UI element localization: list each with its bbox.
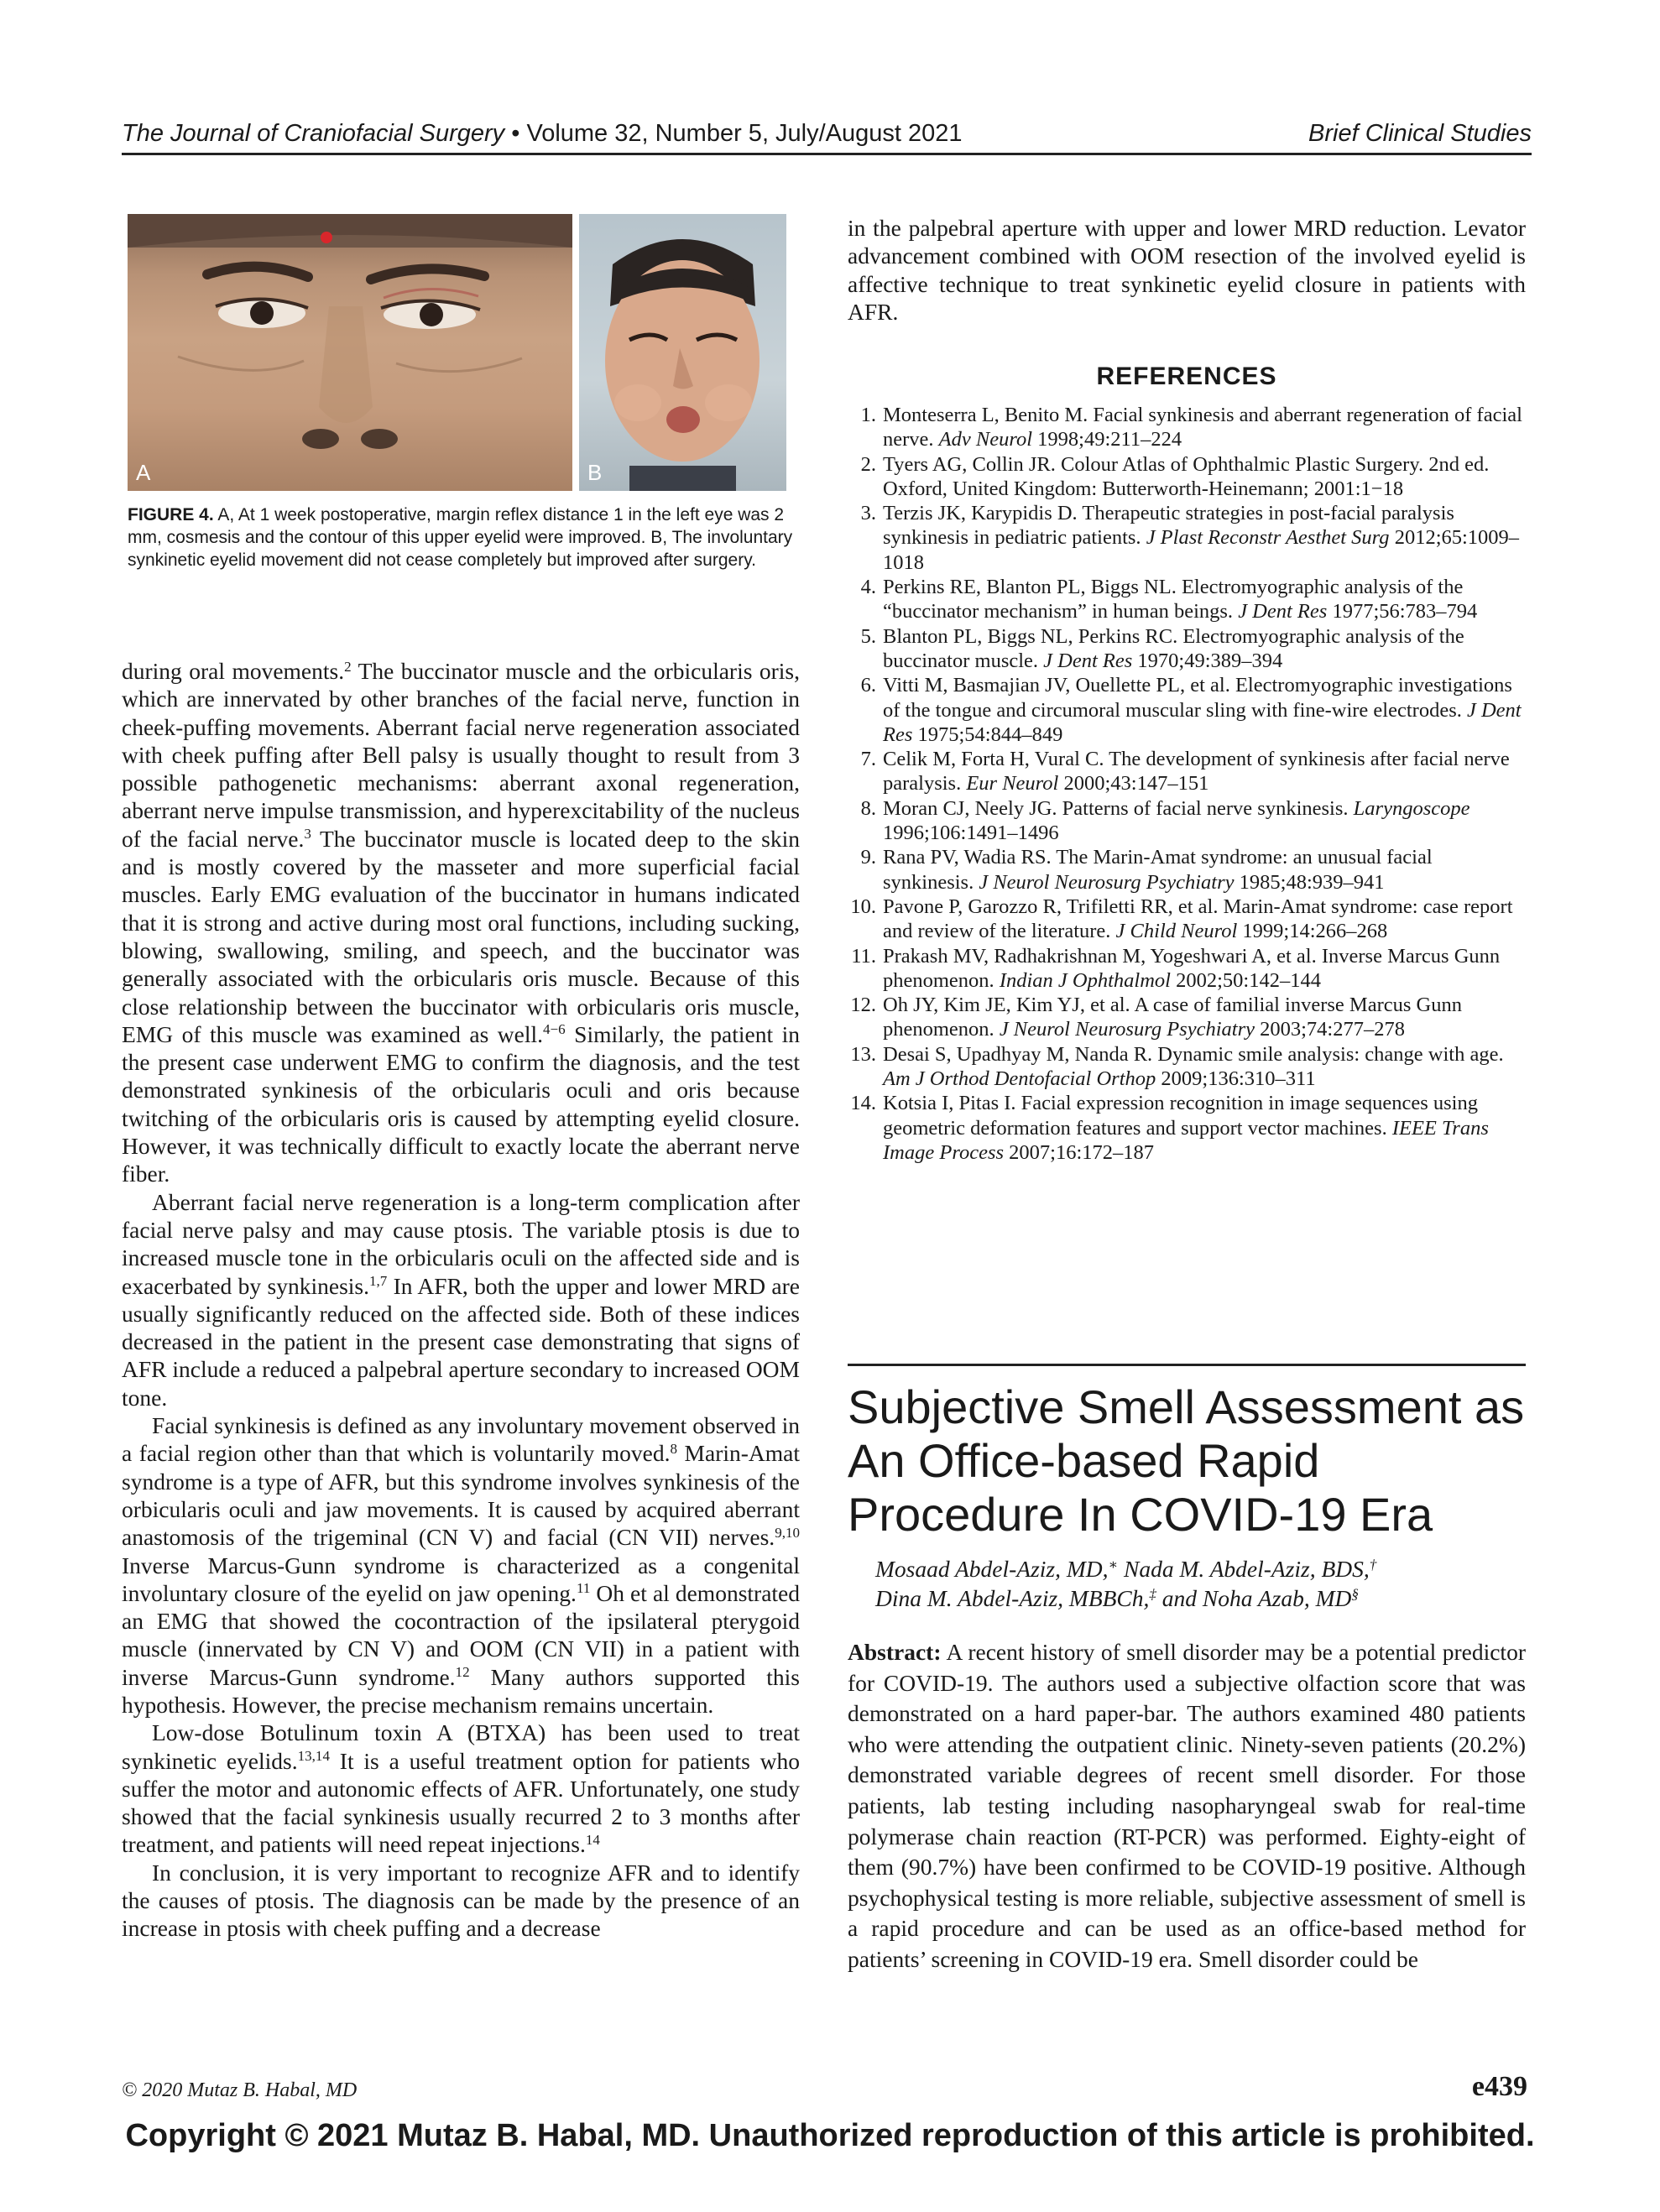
reference-item	[848, 747, 1526, 796]
text-run: Marin-Amat syndrome is a type of AFR, but this syndrome involves synkinesis of the orbicularis oculi and jaw movements. It is caused by acquired aberrant anastomosis of the trigeminal (CN V) and facial (CN VII) nerves.	[122, 1440, 800, 1551]
reference-item	[848, 673, 1526, 747]
citation-sup: 8	[670, 1440, 677, 1457]
reference-text	[883, 624, 1526, 674]
text-run: Oh et al demonstrated an EMG that showed the cocontraction of the ipsilateral pterygoid muscle (innervated by CN V) and OOM (CN VII) in a patient with inverse Marcus-Gunn syndrome.	[122, 1579, 800, 1690]
reference-authors-title: Celik M, Forta H, Vural C. The development of synkinesis after facial nerve paralysis.	[883, 748, 1510, 796]
reference-text	[883, 993, 1526, 1042]
reference-journal: IEEE Trans Image Process	[883, 1116, 1489, 1164]
reference-item	[848, 624, 1526, 674]
paragraph-continuation: in the palpebral aperture with upper and lower MRD reduction. Levator advancement combined with OOM resection of the involved eyelid is affective technique to treat synkinetic eyelid closure in patients with AFR.	[848, 215, 1526, 325]
citation-sup: 2	[344, 658, 352, 675]
journal-citation	[122, 120, 963, 148]
text-run: Inverse Marcus-Gunn syndrome is characterized as a congenital involuntary closure of the eyelid on jaw opening.	[122, 1552, 800, 1606]
reference-item	[848, 993, 1526, 1042]
reference-item	[848, 1091, 1526, 1165]
citation-sup: 4−6	[543, 1021, 566, 1038]
reference-item	[848, 895, 1526, 944]
journal-title: The Journal of Craniofacial Surgery	[122, 120, 505, 147]
reference-authors-title: Terzis JK, Karypidis D. Therapeutic strategies in post-facial paralysis synkinesis in pediatric patients.	[883, 502, 1454, 550]
paragraph-aberrant-regeneration	[122, 1188, 800, 1411]
copyright-notice: Copyright © 2021 Mutaz B. Habal, MD. Unauthorized reproduction of this article is prohibited.	[125, 2118, 1535, 2153]
reference-number: 4.	[860, 576, 876, 599]
article-title	[848, 1380, 1526, 1542]
text-run: Low-dose Botulinum toxin A (BTXA) has been used to treat synkinetic eyelids.	[122, 1719, 800, 1774]
affiliation-mark: ‡	[1149, 1585, 1156, 1602]
reference-journal: J Child Neurol	[1115, 920, 1238, 943]
reference-authors-title: Oh JY, Kim JE, Kim YJ, et al. A case of familial inverse Marcus Gunn phenomenon.	[883, 994, 1462, 1041]
author-name: Dina M. Abdel-Aziz, MBBCh,	[875, 1585, 1150, 1611]
reference-text	[883, 845, 1526, 895]
section-name: Brief Clinical Studies	[1308, 120, 1532, 147]
figure-caption	[128, 503, 799, 571]
reference-item	[848, 1042, 1526, 1092]
reference-volume-pages: 2000;43:147–151	[1058, 772, 1209, 796]
reference-authors-title: Blanton PL, Biggs NL, Perkins RC. Electromyographic analysis of the buccinator muscle.	[883, 624, 1464, 672]
reference-journal: J Dent Res	[883, 698, 1522, 746]
text-run: Aberrant facial nerve regeneration is a long-term complication after facial nerve palsy and may cause ptosis. The variable ptosis is due to increased muscle tone in the orbicularis oculi on the affected side and is exacerbated by synkinesis.	[122, 1188, 800, 1299]
reference-text	[883, 944, 1526, 994]
paragraph-botulinum	[122, 1719, 800, 1858]
reference-journal: J Neurol Neurosurg Psychiatry	[979, 870, 1235, 894]
reference-item	[848, 403, 1526, 452]
article-divider	[848, 1364, 1526, 1366]
reference-journal: J Neurol Neurosurg Psychiatry	[999, 1018, 1255, 1041]
copyright-symbol: ©	[122, 2079, 138, 2101]
reference-item	[848, 452, 1526, 502]
reference-number: 9.	[860, 846, 876, 869]
reference-volume-pages: 2007;16:172–187	[1004, 1140, 1155, 1164]
citation-sup: 12	[455, 1664, 470, 1681]
panel-a-label: A	[136, 460, 151, 485]
eyes-photo	[128, 214, 572, 491]
panel-b-label: B	[587, 460, 603, 485]
text-run: The buccinator muscle is located deep to the skin and is mostly covered by the masseter and more superficial facial muscles. Early EMG evaluation of the buccinator in humans indicated that it is strong and active during most oral functions, including sucking, blowing, swallowing, smiling, and speech, and the buccinator was generally associated with the orbicularis oris muscle. Because of this close relationship between the buccinator with orbicularis oris muscle, EMG of this muscle was examined as well.	[122, 825, 800, 1047]
reference-text	[883, 1091, 1526, 1165]
affiliation-mark: †	[1369, 1556, 1377, 1573]
reference-journal: Adv Neurol	[938, 428, 1033, 451]
citation-sup: 1,7	[368, 1273, 388, 1290]
reference-volume-pages: 1985;48:939–941	[1234, 870, 1385, 894]
author-name: Nada M. Abdel-Aziz, BDS,	[1118, 1556, 1370, 1582]
text-run: It is a useful treatment option for patients who suffer the motor and autonomic effects of AFR. Unfortunately, one study showed that the facial synkinesis usually recurred 2 to 3 months after treatment, and patients will need repeat injections.	[122, 1747, 800, 1858]
author-name: Mosaad Abdel-Aziz, MD,	[875, 1556, 1109, 1582]
reference-number: 10.	[850, 895, 876, 918]
text-run: Facial synkinesis is defined as any involuntary movement observed in a facial region other than that which is voluntarily moved.	[122, 1412, 800, 1467]
reference-number: 12.	[850, 994, 876, 1017]
abstract	[848, 1637, 1526, 1975]
reference-journal: J Dent Res	[1043, 649, 1133, 672]
reference-journal: Am J Orthod Dentofacial Orthop	[883, 1067, 1156, 1091]
reference-item	[848, 501, 1526, 575]
reference-number: 8.	[860, 796, 876, 820]
reference-item	[848, 796, 1526, 846]
abstract-label: Abstract:	[848, 1639, 942, 1665]
reference-volume-pages: 1996;106:1491–1496	[883, 822, 1059, 845]
right-column-continuation	[848, 214, 1526, 326]
figure-caption-label: FIGURE 4.	[128, 505, 214, 524]
reference-item	[848, 575, 1526, 624]
reference-volume-pages: 2002;50:142–144	[1170, 968, 1321, 992]
article-title-line: Subjective Smell Assessment as	[848, 1380, 1525, 1433]
reference-authors-title: Moran CJ, Neely JG. Patterns of facial nerve synkinesis.	[883, 796, 1354, 820]
article-title-line: An Office-based Rapid	[848, 1434, 1320, 1487]
reference-journal: Laryngoscope	[1353, 796, 1470, 820]
left-column	[122, 657, 800, 1943]
running-header	[122, 114, 1532, 155]
reference-number: 6.	[860, 674, 876, 697]
text-run: Many authors supported this hypothesis. However, the precise mechanism remains uncertain.	[122, 1663, 800, 1718]
figure-4	[128, 214, 786, 491]
reference-text	[883, 452, 1526, 502]
reference-authors-title: Prakash MV, Radhakrishnan M, Yogeshwari A, et al. Inverse Marcus Gunn phenomenon.	[883, 944, 1501, 992]
paragraph-conclusion: In conclusion, it is very important to recognize AFR and to identify the causes of ptosis. The diagnosis can be made by the presence of an increase in ptosis with cheek puffing and a decrease	[122, 1859, 800, 1942]
reference-text	[883, 673, 1526, 747]
reference-volume-pages: 1998;49:211–224	[1032, 428, 1182, 451]
reference-number: 5.	[860, 624, 876, 648]
reference-volume-pages: 2003;74:277–278	[1254, 1018, 1405, 1041]
reference-volume-pages: 1970;49:389–394	[1132, 649, 1283, 672]
reference-item	[848, 845, 1526, 895]
reference-text	[883, 796, 1526, 846]
affiliation-mark: §	[1351, 1585, 1359, 1602]
reference-authors-title: Tyers AG, Collin JR. Colour Atlas of Ophthalmic Plastic Surgery. 2nd ed. Oxford, United Kingdom: Butterworth-Heinemann; 2001:1−18	[883, 452, 1490, 500]
citation-sup: 9,10	[775, 1524, 800, 1541]
citation-sup: 3	[304, 826, 311, 843]
reference-volume-pages: 1999;14:266–268	[1237, 920, 1388, 943]
reference-journal: Indian J Ophthalmol	[999, 968, 1171, 992]
paragraph-buccinator	[122, 657, 800, 1188]
references-heading: REFERENCES	[1096, 363, 1277, 390]
reference-authors-title: Monteserra L, Benito M. Facial synkinesis and aberrant regeneration of facial nerve.	[883, 404, 1522, 451]
reference-item	[848, 944, 1526, 994]
reference-authors-title: Desai S, Upadhyay M, Nanda R. Dynamic smile analysis: change with age.	[883, 1042, 1504, 1066]
references-list	[848, 403, 1526, 1165]
reference-journal: J Dent Res	[1238, 600, 1328, 623]
reference-authors-title: Perkins RE, Blanton PL, Biggs NL. Electromyographic analysis of the “buccinator mechanism” in human beings.	[883, 576, 1464, 623]
reference-volume-pages: 1975;54:844–849	[912, 723, 1063, 746]
reference-text	[883, 747, 1526, 796]
reference-volume-pages: 2009;136:310–311	[1156, 1067, 1316, 1091]
reference-number: 14.	[850, 1092, 876, 1115]
reference-journal: Eur Neurol	[966, 772, 1059, 796]
cheek-puff-photo	[579, 214, 786, 491]
reference-volume-pages: 2012;65:1009–1018	[883, 526, 1520, 574]
abstract-text: A recent history of smell disorder may be a potential predictor for COVID-19. The authors used a subjective olfaction score that was demonstrated on a hard paper-bar. The authors examined 480 patients who were attending the outpatient clinic. Ninety-seven patients (20.2%) demonstrated variable degrees of recent smell disorder. For those patients, lab testing including nasopharyngeal swab for real-time polymerase chain reaction (RT-PCR) was performed. Eighty-eight of them (90.7%) have been confirmed to be COVID-19 positive. Although psychophysical testing is more reliable, subjective assessment of smell is a rapid procedure and can be used as an office-based method for patients’ screening in COVID-19 era. Smell disorder could be	[848, 1639, 1526, 1972]
journal-volume: Volume 32, Number 5, July/August 2021	[526, 120, 963, 147]
reference-number: 11.	[851, 944, 876, 968]
reference-authors-title: Rana PV, Wadia RS. The Marin-Amat syndrome: an unusual facial synkinesis.	[883, 846, 1433, 894]
reference-authors-title: Vitti M, Basmajian JV, Ouellette PL, et al. Electromyographic investigations of the tongue and circumoral muscular sling with fine-wire electrodes.	[883, 674, 1512, 722]
figure-panel-b	[579, 214, 786, 491]
figure-panel-a	[128, 214, 572, 491]
author-line	[875, 1554, 1530, 1583]
footer-copyright	[122, 2079, 357, 2102]
figure-caption-text: A, At 1 week postoperative, margin reflex distance 1 in the left eye was 2 mm, cosmesis and the contour of this upper eyelid were improved. B, The involuntary synkinetic eyelid movement did not cease completely but improved after surgery.	[128, 505, 793, 570]
reference-number: 13.	[850, 1042, 876, 1066]
copyright-holder: 2020 Mutaz B. Habal, MD	[137, 2079, 358, 2101]
citation-sup: 13,14	[297, 1748, 330, 1765]
citation-sup: 14	[585, 1832, 600, 1849]
text-run: In AFR, both the upper and lower MRD are usually significantly reduced on the affected side. Both of these indices decreased in the patient in the present case demonstrating that signs of AFR include a reduced a palpebral aperture secondary to increased OOM tone.	[122, 1272, 800, 1411]
reference-journal: J Plast Reconstr Aesthet Surg	[1146, 526, 1390, 550]
reference-text	[883, 895, 1526, 944]
reference-number: 2.	[860, 452, 876, 476]
text-run: The buccinator muscle and the orbicularis oris, which are innervated by other branches of the facial nerve, function in cheek-puffing movements. Aberrant facial nerve regeneration associated with cheek puffing after Bell palsy is usually thought to result from 3 possible pathogenetic mechanisms: aberrant axonal regeneration, aberrant nerve impulse transmission, and hyperexcitability of the nucleus of the facial nerve.	[122, 658, 800, 852]
reference-text	[883, 403, 1526, 452]
author-name: and Noha Azab, MD	[1156, 1585, 1352, 1611]
author-list	[875, 1554, 1530, 1613]
reference-number: 1.	[860, 404, 876, 426]
reference-volume-pages: 1977;56:783–794	[1327, 600, 1478, 623]
reference-text	[883, 501, 1526, 575]
text-run: during oral movements.	[122, 658, 345, 684]
affiliation-mark: ∗	[1108, 1556, 1119, 1573]
citation-sup: 11	[576, 1580, 591, 1597]
reference-text	[883, 575, 1526, 624]
author-line	[875, 1583, 1530, 1613]
page-number: e439	[1471, 2071, 1527, 2102]
reference-number: 7.	[860, 748, 876, 771]
reference-authors-title: Pavone P, Garozzo R, Trifiletti RR, et al. Marin-Amat syndrome: case report and review of the literature.	[883, 895, 1513, 943]
paragraph-facial-synkinesis	[122, 1411, 800, 1719]
reference-number: 3.	[860, 502, 876, 525]
text-run: Similarly, the patient in the present case underwent EMG to confirm the diagnosis, and the test demonstrated synkinesis of the orbicularis oculi and oris because twitching of the orbicularis oris is caused by attempting eyelid closure. However, it was technically difficult to exactly locate the aberrant nerve fiber.	[122, 1020, 800, 1187]
reference-authors-title: Kotsia I, Pitas I. Facial expression recognition in image sequences using geometric deformation features and support vector machines.	[883, 1092, 1478, 1140]
header-bullet: •	[511, 120, 520, 147]
article-title-line: Procedure In COVID-19 Era	[848, 1488, 1433, 1541]
reference-text	[883, 1042, 1526, 1092]
